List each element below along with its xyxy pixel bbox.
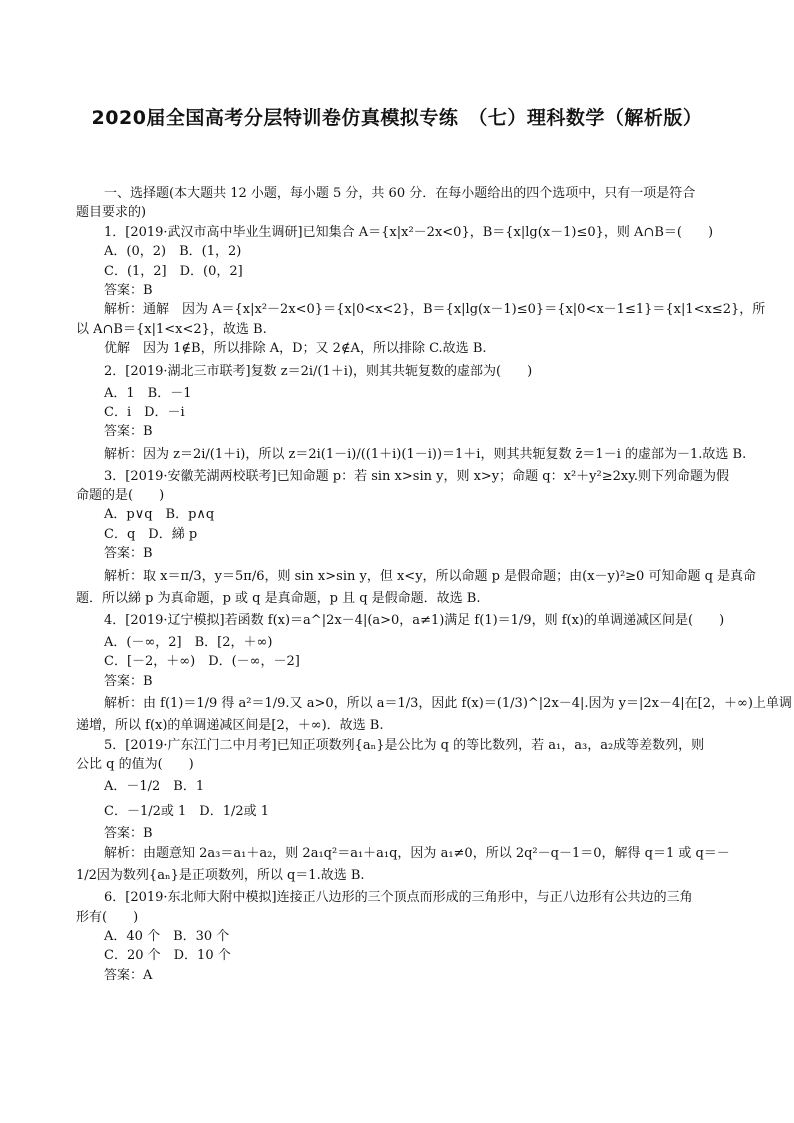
text-line: 解析：由 f(1)＝1/9 得 a²＝1/9.又 a>0，所以 a＝1/3，因此 f(x)＝(1/3)^|2x－4|.因为 y＝|2x－4|在[2，＋∞)上单调 (104, 696, 792, 712)
text-line: 优解 因为 1∉B，所以排除 A，D；又 2∉A，所以排除 C.故选 B. (104, 341, 487, 357)
text-line: 公比 q 的值为( ) (76, 756, 194, 772)
text-line: 答案：B (104, 424, 153, 440)
text-line: 6．[2019·东北师大附中模拟]连接正八边形的三个顶点而形成的三角形中，与正八边形有公共边的三角 (104, 890, 693, 906)
text-line: A．p∨q B．p∧q (104, 507, 215, 523)
text-line: 1/2因为数列{aₙ}是正项数列，所以 q＝1.故选 B. (76, 868, 365, 884)
text-line: A．(－∞，2] B．[2，＋∞) (104, 635, 273, 651)
text-line: 答案：B (104, 673, 153, 689)
text-line: 题目要求的) (76, 205, 147, 221)
text-line: 解析：因为 z＝2i/(1＋i)，所以 z＝2i(1－i)/((1＋i)(1－i))＝1＋i，则其共轭复数 z̄＝1－i 的虚部为－1.故选 B. (104, 446, 747, 462)
text-line: 1．[2019·武汉市高中毕业生调研]已知集合 A＝{x|x²－2x<0}，B＝{x|lg(x－1)≤0}，则 A∩B＝( ) (104, 224, 714, 240)
text-line: 以 A∩B＝{x|1<x<2}，故选 B. (76, 321, 267, 337)
document-body (76, 184, 792, 985)
text-line: A．－1/2 B．1 (104, 779, 205, 795)
text-line: 答案：B (104, 282, 153, 298)
text-line: C．－1/2或 1 D．1/2或 1 (104, 804, 270, 820)
text-line: 递增，所以 f(x)的单调递减区间是[2，＋∞)．故选 B. (76, 718, 384, 734)
text-line: C．i D．－i (104, 404, 185, 420)
text-line: A．(0，2) B．(1，2) (104, 244, 242, 260)
text-line: 4．[2019·辽宁模拟]若函数 f(x)＝a^|2x－4|(a>0，a≠1)满足 f(1)＝1/9，则 f(x)的单调递减区间是( ) (104, 613, 725, 629)
text-line: 一、选择题(本大题共 12 小题，每小题 5 分，共 60 分．在每小题给出的四个选项中，只有一项是符合 (104, 186, 696, 201)
text-line: 命题的是( ) (76, 488, 165, 504)
page-title: 2020届全国高考分层特训卷仿真模拟专练 （七）理科数学（解析版） (91, 107, 703, 129)
text-line: 答案：B (104, 546, 153, 562)
text-line: 形有( ) (76, 909, 139, 925)
text-line: 5．[2019·广东江门二中月考]已知正项数列{aₙ}是公比为 q 的等比数列，若 a₁，a₃，a₂成等差数列，则 (104, 737, 705, 753)
text-line: 答案：A (104, 967, 153, 983)
text-line: C．(1，2] D．(0，2] (104, 263, 243, 279)
text-line: 解析：取 x＝π/3，y＝5π/6，则 sin x>sin y，但 x<y，所以命题 p 是假命题；由(x－y)²≥0 可知命题 q 是真命 (104, 568, 757, 584)
text-line: 题．所以綈 p 为真命题，p 或 q 是真命题，p 且 q 是假命题．故选 B. (76, 590, 481, 606)
text-line: A．40 个 B．30 个 (104, 928, 230, 944)
text-line: C．q D．綈 p (104, 526, 198, 542)
text-line: C．20 个 D．10 个 (104, 948, 231, 964)
text-line: 3．[2019·安徽芜湖两校联考]已知命题 p：若 sin x>sin y，则 x>y；命题 q：x²＋y²≥2xy.则下列命题为假 (104, 468, 729, 484)
text-line: C．[－2，＋∞) D．(－∞，－2] (104, 654, 300, 670)
text-line: 解析：通解 因为 A＝{x|x²－2x<0}＝{x|0<x<2}，B＝{x|lg(x－1)≤0}＝{x|0<x－1≤1}＝{x|1<x≤2}，所 (104, 302, 766, 318)
text-line: 解析：由题意知 2a₃＝a₁＋a₂，则 2a₁q²＝a₁＋a₁q，因为 a₁≠0，所以 2q²－q－1＝0，解得 q＝1 或 q＝－ (104, 845, 730, 861)
text-line: 答案：B (104, 826, 153, 842)
text-line: A．1 B．－1 (104, 385, 192, 401)
text-line: 2．[2019·湖北三市联考]复数 z＝2i/(1＋i)，则其共轭复数的虚部为( ) (104, 363, 533, 379)
